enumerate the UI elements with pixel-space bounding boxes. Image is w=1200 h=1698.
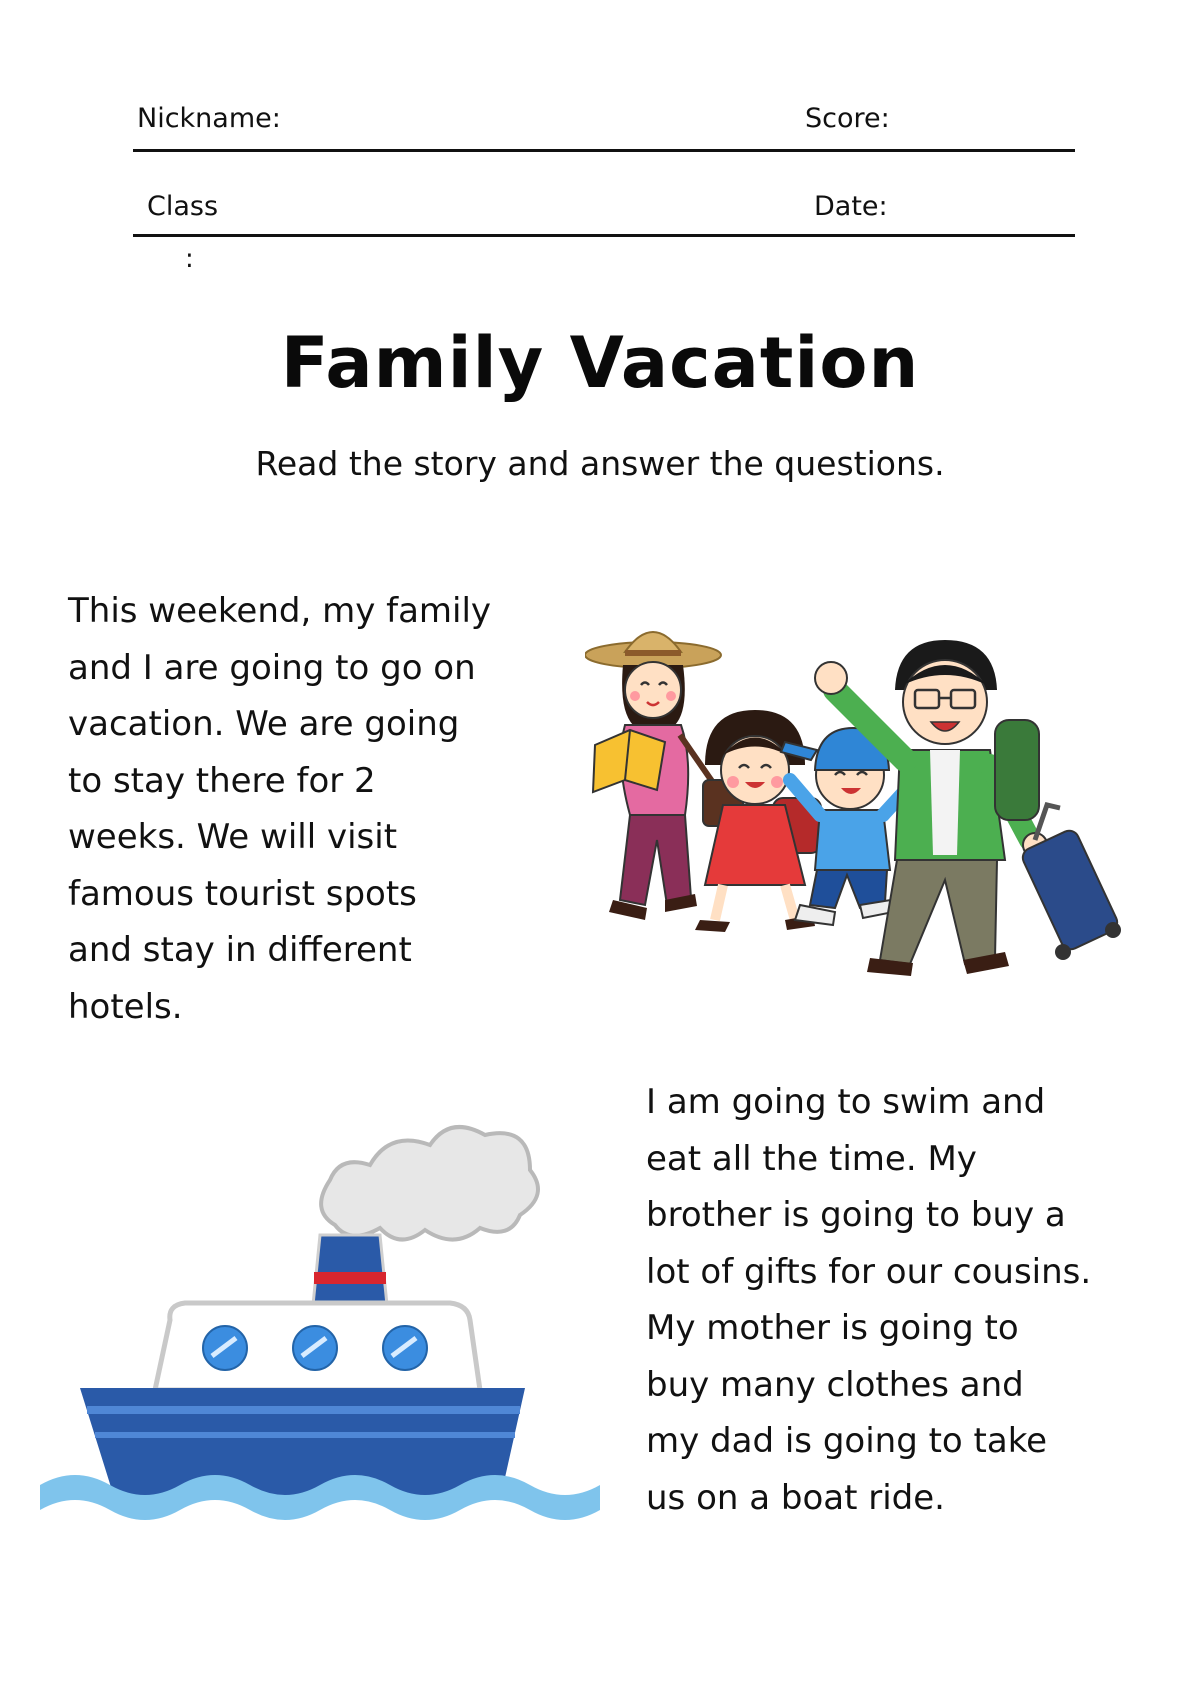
story-line: lot of gifts for our cousins. xyxy=(646,1251,1092,1292)
story-line: hotels. xyxy=(68,986,183,1027)
story-line: to stay there for 2 xyxy=(68,760,376,801)
story-line: brother is going to buy a xyxy=(646,1195,1066,1235)
story-line: famous tourist spots xyxy=(68,873,417,914)
score-label: Score: xyxy=(805,103,890,134)
story-line: us on a boat ride. xyxy=(646,1477,945,1518)
story-line: buy many clothes and xyxy=(646,1364,1024,1405)
nickname-label: Nickname: xyxy=(137,103,281,134)
class-label: Class xyxy=(147,191,219,222)
story-line: I am going to swim and xyxy=(646,1082,1046,1122)
stray-colon: : xyxy=(185,244,194,274)
story-line: This weekend, my family xyxy=(68,591,492,631)
story-line: vacation. We are going xyxy=(68,704,460,744)
story-line: my dad is going to take xyxy=(646,1421,1048,1461)
class-date-line xyxy=(133,234,1075,237)
date-label: Date: xyxy=(814,191,888,222)
story-line: My mother is going to xyxy=(646,1308,1019,1348)
family-travel-illustration xyxy=(585,630,1155,980)
story-line: weeks. We will visit xyxy=(68,817,398,857)
smoke-cloud xyxy=(321,1127,538,1240)
hull xyxy=(80,1388,525,1500)
page-title: Family Vacation xyxy=(280,322,920,404)
story-paragraph-2 xyxy=(646,1074,1091,1526)
ship-illustration xyxy=(40,1110,600,1530)
story-line: and I are going to go on xyxy=(68,647,476,688)
cabin xyxy=(155,1303,480,1390)
nickname-score-line xyxy=(133,149,1075,152)
instructions: Read the story and answer the questions. xyxy=(255,444,945,483)
story-paragraph-1 xyxy=(68,583,491,1035)
story-line: eat all the time. My xyxy=(646,1138,977,1179)
story-line: and stay in different xyxy=(68,930,412,970)
